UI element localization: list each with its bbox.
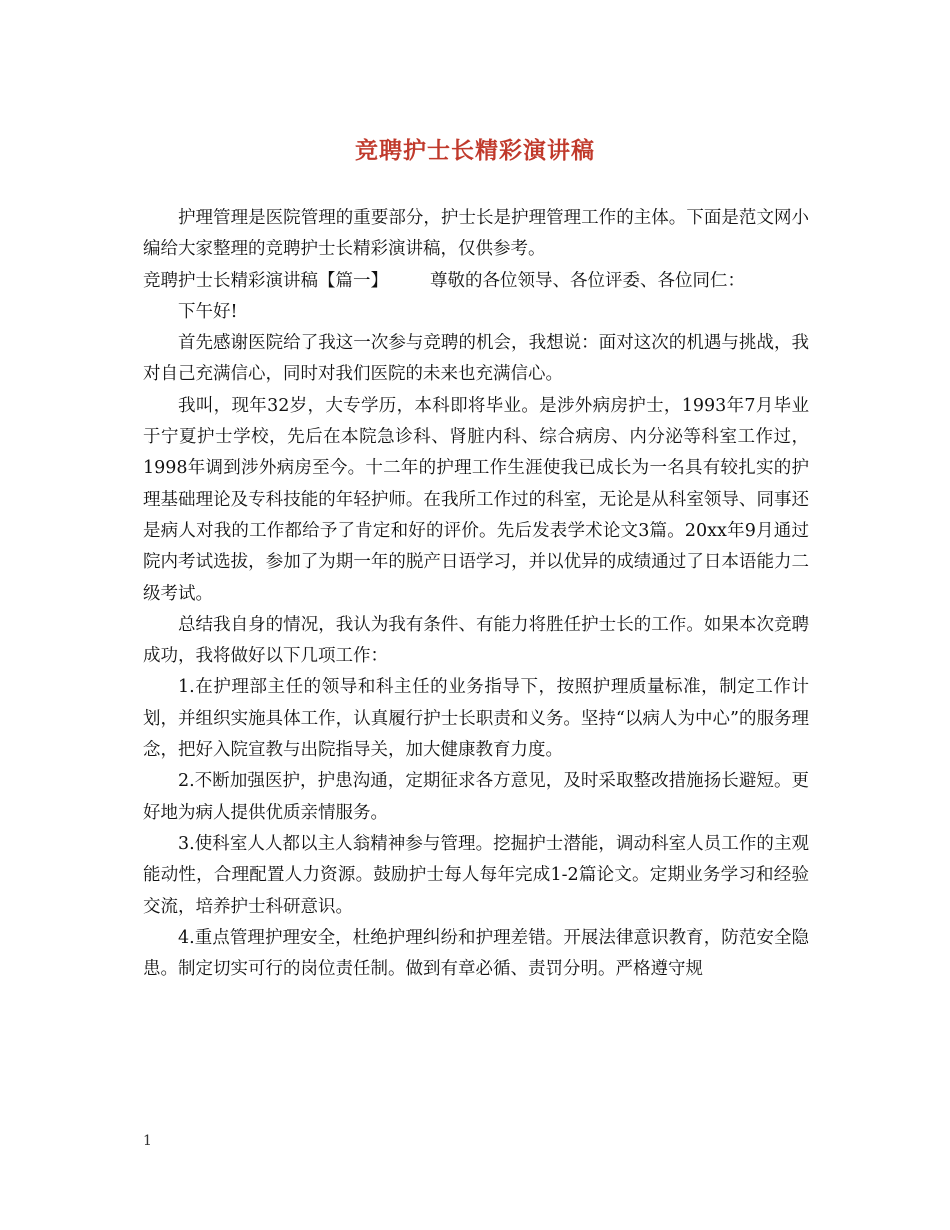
intro-paragraph: 护理管理是医院管理的重要部分，护士长是护理管理工作的主体。下面是范文网小编给大家整理的竞聘护士长精彩演讲稿，仅供参考。 [143, 208, 809, 260]
paragraph-thanks: 首先感谢医院给了我这一次参与竞聘的机会，我想说：面对这次的机遇与挑战，我对自己充满信心，同时对我们医院的未来也充满信心。 [143, 333, 809, 385]
section-heading-line [143, 266, 809, 297]
greeting: 下午好! [178, 301, 238, 322]
paragraph-item-2: 2.不断加强医护，护患沟通，定期征求各方意见，及时采取整改措施扬长避短。更好地为病人提供优质亲情服务。 [143, 771, 809, 823]
section-heading: 竞聘护士长精彩演讲稿【篇一】 [143, 270, 388, 291]
document-body [143, 203, 809, 985]
paragraph-self-intro: 我叫，现年32岁，大专学历，本科即将毕业。是涉外病房护士，1993年7月毕业于宁夏护士学校，先后在本院急诊科、肾脏内科、综合病房、内分泌等科室工作过，1998年调到涉外病房至今。十二年的护理工作生涯使我已成长为一名具有较扎实的护理基础理论及专科技能的年轻护师。在我所工作过的科室，无论是从科室领导、同事还是病人对我的工作都给予了肯定和好的评价。先后发表学术论文3篇。20xx年9月通过院内考试选拔，参加了为期一年的脱产日语学习，并以优异的成绩通过了日本语能力二级考试。 [143, 395, 809, 604]
paragraph-item-3: 3.使科室人人都以主人翁精神参与管理。挖掘护士潜能，调动科室人员工作的主观能动性，合理配置人力资源。鼓励护士每人每年完成1-2篇论文。定期业务学习和经验交流，培养护士科研意识。 [143, 833, 809, 917]
document-title: 竞聘护士长精彩演讲稿 [355, 137, 595, 164]
paragraph-item-1: 1.在护理部主任的领导和科主任的业务指导下，按照护理质量标准，制定工作计划，并组织实施具体工作，认真履行护士长职责和义务。坚持“以病人为中心”的服务理念，把好入院宣教与出院指导关，加大健康教育力度。 [143, 677, 809, 761]
paragraph-item-4: 4.重点管理护理安全，杜绝护理纠纷和护理差错。开展法律意识教育，防范安全隐患。制定切实可行的岗位责任制。做到有章必循、责罚分明。严格遵守规 [143, 927, 809, 980]
paragraph-summary: 总结我自身的情况，我认为我有条件、有能力将胜任护士长的工作。如果本次竞聘成功，我将做好以下几项工作： [143, 614, 809, 667]
page-number: 1 [143, 1133, 152, 1149]
salutation: 尊敬的各位领导、各位评委、各位同仁： [430, 270, 745, 291]
